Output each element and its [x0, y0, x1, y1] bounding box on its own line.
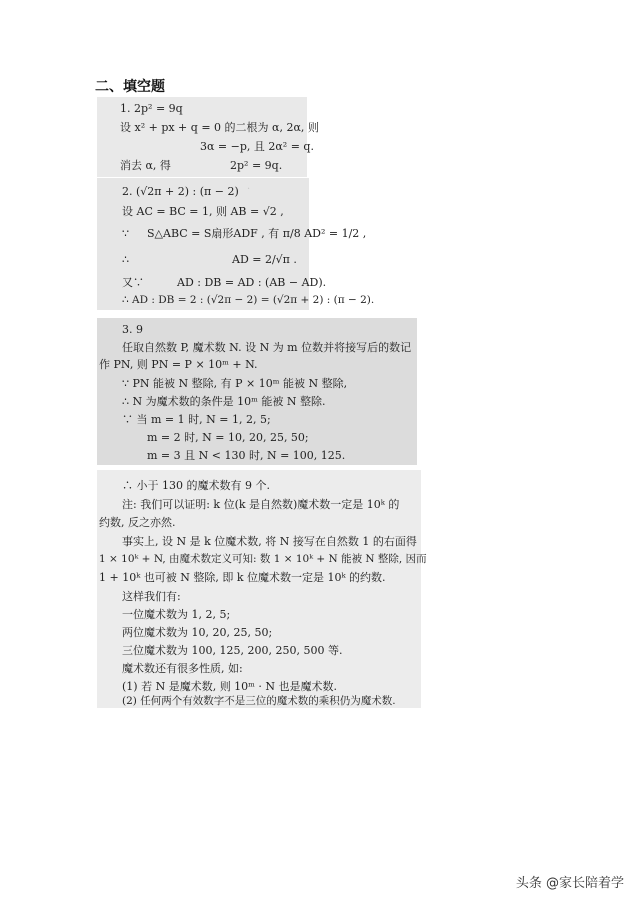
- answer-3-line-4: ∵ PN 能被 N 整除, 有 P × 10ᵐ 能被 N 整除,: [122, 377, 348, 390]
- answer-2-line-6: ∴ AD : DB = 2 : (√2π − 2) = (√2π + 2) : (π − 2).: [122, 294, 375, 306]
- answer-3-line-8: m = 3 且 N < 130 时, N = 100, 125.: [147, 449, 346, 462]
- answer-4-line-1: ∴ 小于 130 的魔术数有 9 个.: [122, 479, 270, 492]
- answer-1-line-1: 1. 2p² = 9q: [120, 102, 183, 115]
- answer-4-line-6: 1 + 10ᵏ 也可被 N 整除, 即 k 位魔术数一定是 10ᵏ 的约数.: [99, 571, 386, 584]
- answer-1-line-3: 3α = −p, 且 2α² = q.: [200, 140, 314, 153]
- answer-4-line-7: 这样我们有:: [122, 590, 181, 603]
- answer-2-line-4a: ∴: [122, 253, 129, 266]
- section-title: 二、填空题: [95, 79, 165, 95]
- watermark: 头条 @家长陪着学: [515, 876, 624, 891]
- answer-4-line-12: (1) 若 N 是魔术数, 则 10ᵐ · N 也是魔术数.: [122, 680, 338, 693]
- answer-4-line-13: (2) 任何两个有效数字不是三位的魔术数的乘积仍为魔术数.: [122, 695, 396, 707]
- answer-4-line-8: 一位魔术数为 1, 2, 5;: [122, 608, 231, 621]
- answer-3-line-7: m = 2 时, N = 10, 20, 25, 50;: [147, 431, 309, 444]
- answer-2-line-4b: AD = 2/√π .: [232, 253, 297, 266]
- answer-4-line-3: 约数, 反之亦然.: [99, 516, 176, 529]
- answer-4-line-4: 事实上, 设 N 是 k 位魔术数, 将 N 接写在自然数 1 的右面得: [122, 535, 417, 548]
- answer-block-1: [97, 97, 319, 177]
- answer-3-line-2: 任取自然数 P, 魔术数 N. 设 N 为 m 位数并将接写后的数记: [122, 341, 412, 354]
- answer-block-2: [97, 178, 375, 310]
- answer-2-line-5b: AD : DB = AD : (AB − AD).: [177, 276, 327, 289]
- answer-2-line-3b: S△ABC = S扇形ADF , 有 π/8 AD² = 1/2 ,: [147, 227, 367, 240]
- answer-4-line-9: 两位魔术数为 10, 20, 25, 50;: [122, 626, 273, 639]
- answer-2-line-5a: 又∵: [122, 276, 144, 289]
- answer-3-line-5: ∴ N 为魔术数的条件是 10ᵐ 能被 N 整除.: [122, 395, 326, 408]
- answer-2-line-1: 2. (√2π + 2) : (π − 2): [122, 185, 239, 198]
- answer-4-line-11: 魔术数还有很多性质, 如:: [122, 662, 243, 675]
- answer-2-line-3a: ∵: [122, 227, 129, 240]
- answer-3-line-3: 作 PN, 则 PN = P × 10ᵐ + N.: [99, 358, 258, 371]
- answer-block-4: [97, 470, 427, 708]
- answer-3-line-6: ∵ 当 m = 1 时, N = 1, 2, 5;: [122, 413, 271, 426]
- answer-1-line-4a: 消去 α, 得: [120, 159, 171, 172]
- answer-block-3: [97, 318, 417, 465]
- answer-4-line-5: 1 × 10ᵏ + N, 由魔术数定义可知: 数 1 × 10ᵏ + N 能被 N 整除, 因而: [99, 553, 427, 565]
- bleed-through-text: ·: [247, 184, 251, 195]
- answer-2-line-2: 设 AC = BC = 1, 则 AB = √2 ,: [122, 205, 284, 218]
- answer-1-line-2: 设 x² + px + q = 0 的二根为 α, 2α, 则: [120, 121, 319, 134]
- answer-4-line-10: 三位魔术数为 100, 125, 200, 250, 500 等.: [122, 644, 343, 657]
- answer-4-line-2: 注: 我们可以证明: k 位(k 是自然数)魔术数一定是 10ᵏ 的: [122, 498, 400, 511]
- answer-3-line-1: 3. 9: [122, 323, 143, 336]
- answer-1-line-4b: 2p² = 9q.: [230, 159, 283, 172]
